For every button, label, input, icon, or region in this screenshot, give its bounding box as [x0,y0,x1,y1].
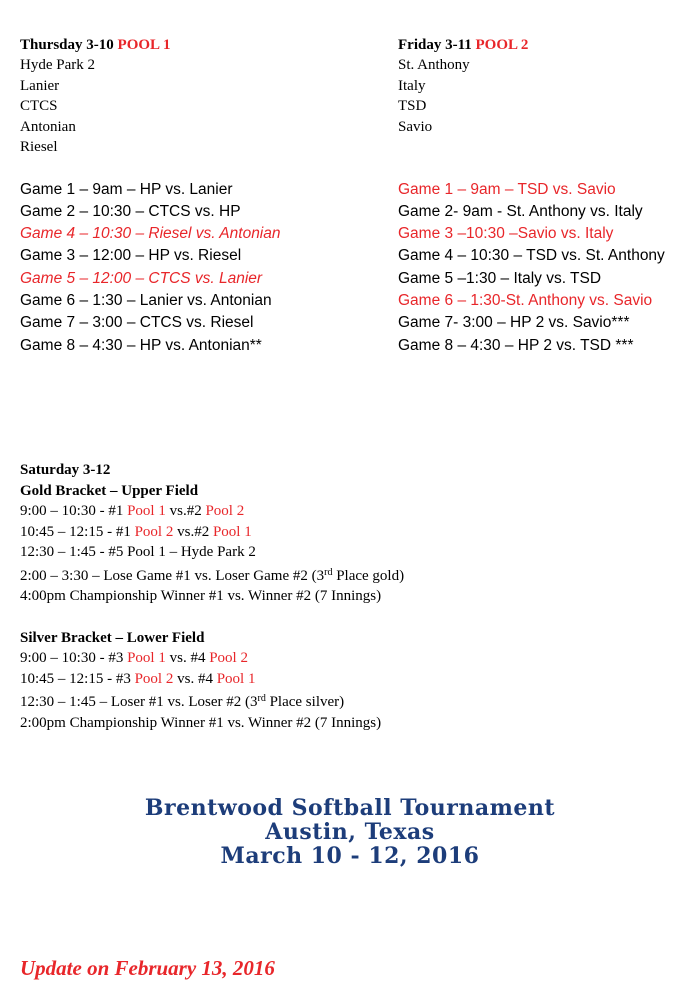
game-item: Game 2- 9am - St. Anthony vs. Italy [398,202,643,220]
title-line-3: March 10 - 12, 2016 [220,843,480,869]
silver-line: 2:00pm Championship Winner #1 vs. Winner #2 (7 Innings) [20,714,382,731]
saturday-heading: Saturday 3-12 [20,462,111,478]
game-item: Game 3 –10:30 –Savio vs. Italy [398,225,614,243]
game-item: Game 3 – 12:00 – HP vs. Riesel [20,247,242,265]
team-item: Antonian [20,118,76,135]
team-item: Lanier [20,77,60,94]
gold-line: 4:00pm Championship Winner #1 vs. Winner #2 (7 Innings) [20,588,382,604]
game-item: Game 6 – 1:30 – Lanier vs. Antonian [20,291,272,309]
team-item: CTCS [20,98,58,114]
gold-bracket-heading: Gold Bracket – Upper Field [20,482,199,499]
team-item: Riesel [20,139,58,155]
game-item: Game 8 – 4:30 – HP vs. Antonian** [20,336,262,354]
gold-line: 2:00 – 3:30 – Lose Game #1 vs. Loser Game #2 (3rd Place gold) [20,566,405,584]
saturday-section [20,460,404,733]
game-item: Game 4 – 10:30 – TSD vs. St. Anthony [398,247,665,265]
pool-1-label: POOL 1 [117,37,171,53]
friday-column [398,35,665,357]
gold-line: 10:45 – 12:15 - #1 Pool 2 vs.#2 Pool 1 [20,523,252,540]
team-item: Italy [398,77,426,94]
game-item: Game 1 – 9am – HP vs. Lanier [20,180,233,198]
game-item: Game 4 – 10:30 – Riesel vs. Antonian [20,225,281,243]
friday-heading: Friday 3-11 POOL 2 [398,37,529,53]
game-item: Game 1 – 9am – TSD vs. Savio [398,180,616,198]
silver-bracket-heading: Silver Bracket – Lower Field [20,629,205,646]
game-item: Game 8 – 4:30 – HP 2 vs. TSD *** [398,336,634,354]
team-item: St. Anthony [398,57,470,73]
game-item: Game 7 – 3:00 – CTCS vs. Riesel [20,314,254,332]
thursday-column [20,35,281,357]
thursday-heading: Thursday 3-10 POOL 1 [20,37,171,53]
team-item: Hyde Park 2 [20,57,95,73]
pool-2-label: POOL 2 [475,37,529,53]
team-item: TSD [398,98,427,114]
game-item: Game 7- 3:00 – HP 2 vs. Savio*** [398,314,630,332]
game-item: Game 5 – 12:00 – CTCS vs. Lanier [20,269,263,287]
game-item: Game 6 – 1:30-St. Anthony vs. Savio [398,291,653,309]
tournament-title [0,796,700,868]
gold-line: 9:00 – 10:30 - #1 Pool 1 vs.#2 Pool 2 [20,503,245,519]
game-item: Game 2 – 10:30 – CTCS vs. HP [20,202,241,220]
silver-line: 10:45 – 12:15 - #3 Pool 2 vs. #4 Pool 1 [20,670,256,687]
game-item: Game 5 –1:30 – Italy vs. TSD [398,269,602,287]
silver-line: 12:30 – 1:45 – Loser #1 vs. Loser #2 (3rd Place silver) [20,693,345,710]
gold-line: 12:30 – 1:45 - #5 Pool 1 – Hyde Park 2 [20,544,256,560]
update-note: Update on February 13, 2016 [20,956,275,980]
title-line-1: Brentwood Softball Tournament [144,795,556,821]
team-item: Savio [398,118,433,135]
silver-line: 9:00 – 10:30 - #3 Pool 1 vs. #4 Pool 2 [20,650,248,666]
title-line-2: Austin, Texas [265,819,435,845]
